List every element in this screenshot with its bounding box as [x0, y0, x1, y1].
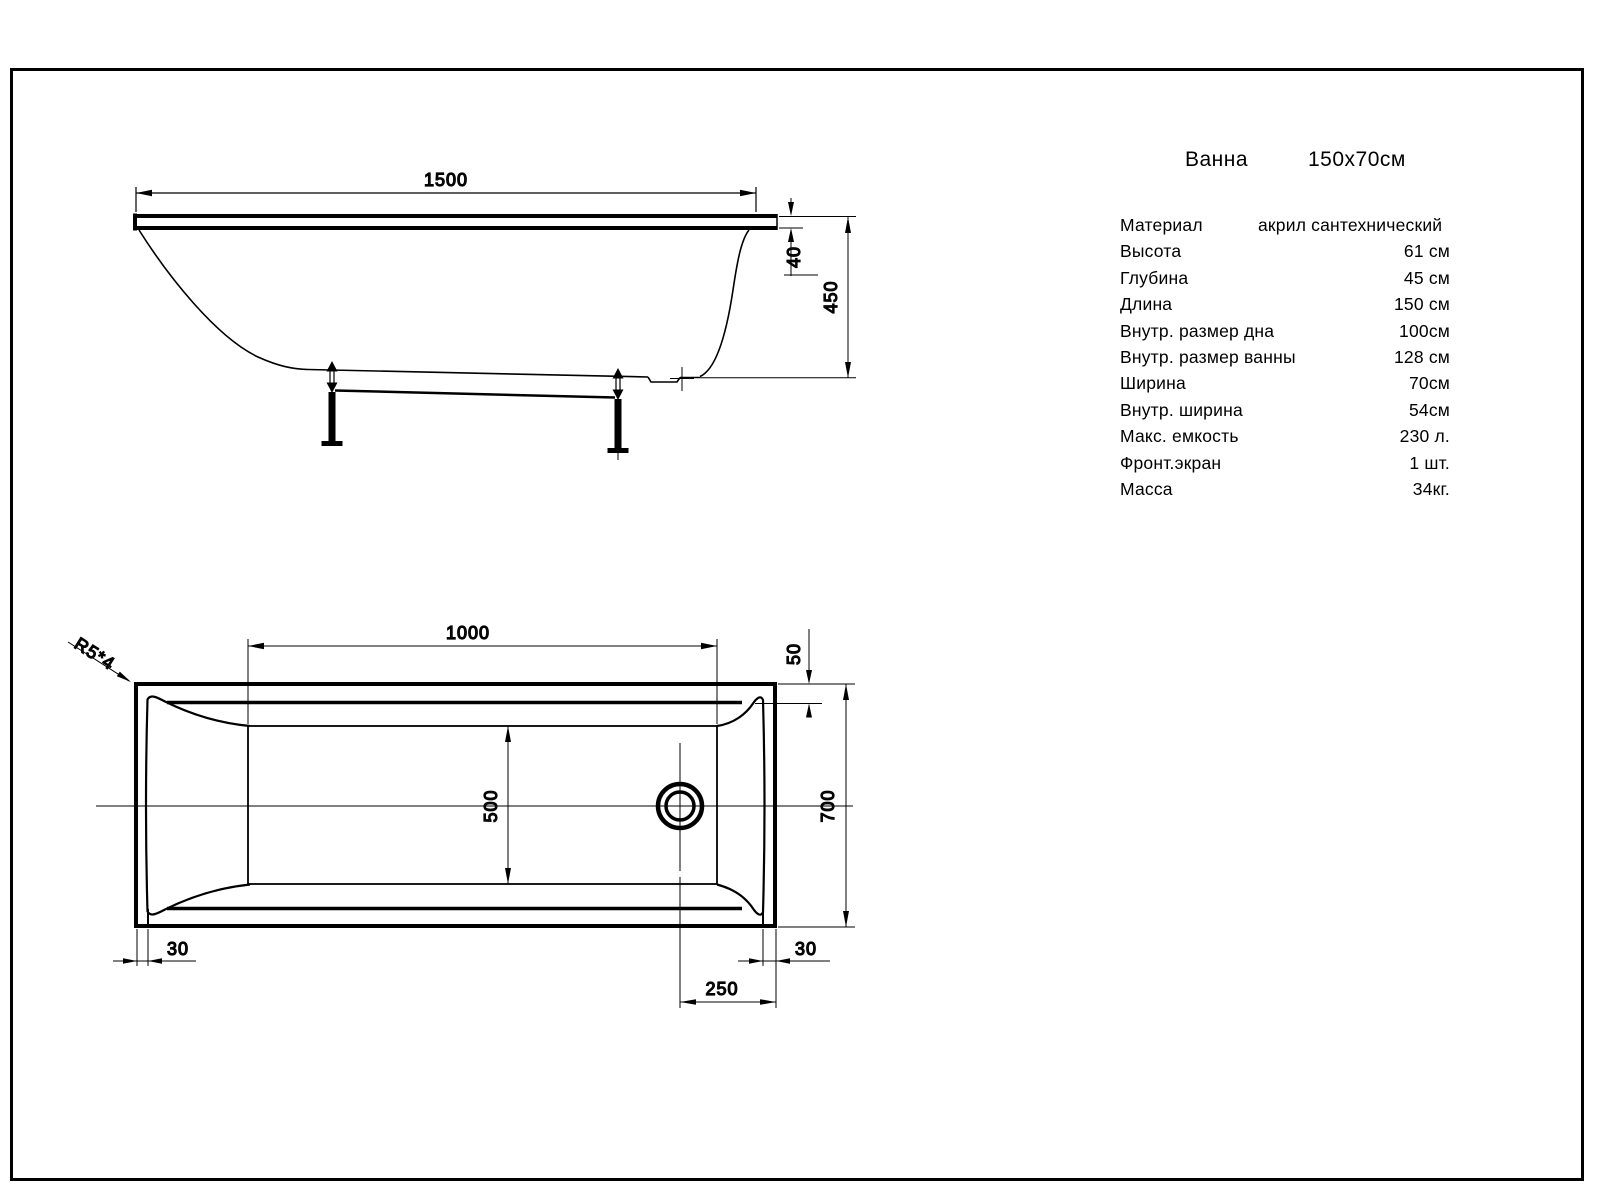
product-name: Ванна: [1185, 148, 1249, 171]
dim-label-30-right: 30: [794, 939, 818, 959]
dim-label-1000: 1000: [445, 623, 491, 643]
dim-label-radius: R5*4: [70, 633, 119, 674]
dim-overall-length: [136, 187, 756, 212]
spec-row-width: Ширина 70см: [1120, 373, 1450, 394]
tub-shell-profile: [139, 230, 749, 382]
spec-row-capacity: Макс. емкость 230 л.: [1120, 426, 1450, 447]
right-leg: [608, 368, 629, 460]
dim-label-30-left: 30: [166, 939, 190, 959]
spec-row-length: Длина 150 см: [1120, 294, 1450, 315]
dim-bottom-width: [505, 726, 511, 884]
tub-rim-profile: [133, 214, 777, 231]
title-block: [1120, 148, 1450, 502]
spec-row-depth: Глубина 45 см: [1120, 267, 1450, 288]
drawing-title: [1120, 148, 1450, 188]
dim-drain-offset: [680, 999, 776, 1005]
tub-outer-edge: [136, 684, 775, 926]
frame-channel: [335, 391, 615, 398]
plan-view: [68, 623, 855, 1008]
product-size: 150x70см: [1308, 148, 1406, 171]
dim-label-700: 700: [818, 789, 838, 823]
dim-deck-width: [755, 629, 822, 718]
side-view: [133, 170, 856, 460]
spec-row-inner-size: Внутр. размер ванны 128 см: [1120, 346, 1450, 367]
spec-row-height: Высота 61 см: [1120, 241, 1450, 262]
dim-label-40: 40: [784, 245, 804, 269]
spec-row-front-panel: Фронт.экран 1 шт.: [1120, 452, 1450, 473]
front-screen-marks: [148, 909, 763, 926]
drain-center-mark: [670, 367, 694, 391]
dim-label-1500: 1500: [423, 170, 469, 190]
spec-row-inner-width: Внутр. ширина 54см: [1120, 399, 1450, 420]
dim-label-450: 450: [821, 280, 841, 314]
spec-row-inner-bottom: Внутр. размер дна 100см: [1120, 320, 1450, 341]
spec-table: [1120, 212, 1450, 502]
spec-row-material: Материал акрил сантехнический: [1120, 215, 1443, 235]
dim-label-250: 250: [705, 979, 739, 999]
left-leg: [322, 361, 343, 446]
dim-bottom-length: [248, 639, 717, 724]
dim-label-500: 500: [481, 789, 501, 823]
centerlines: [96, 743, 853, 1008]
dim-label-50: 50: [784, 642, 804, 666]
spec-row-weight: Масса 34кг.: [1120, 478, 1450, 499]
dim-shell-depth: [845, 217, 851, 378]
